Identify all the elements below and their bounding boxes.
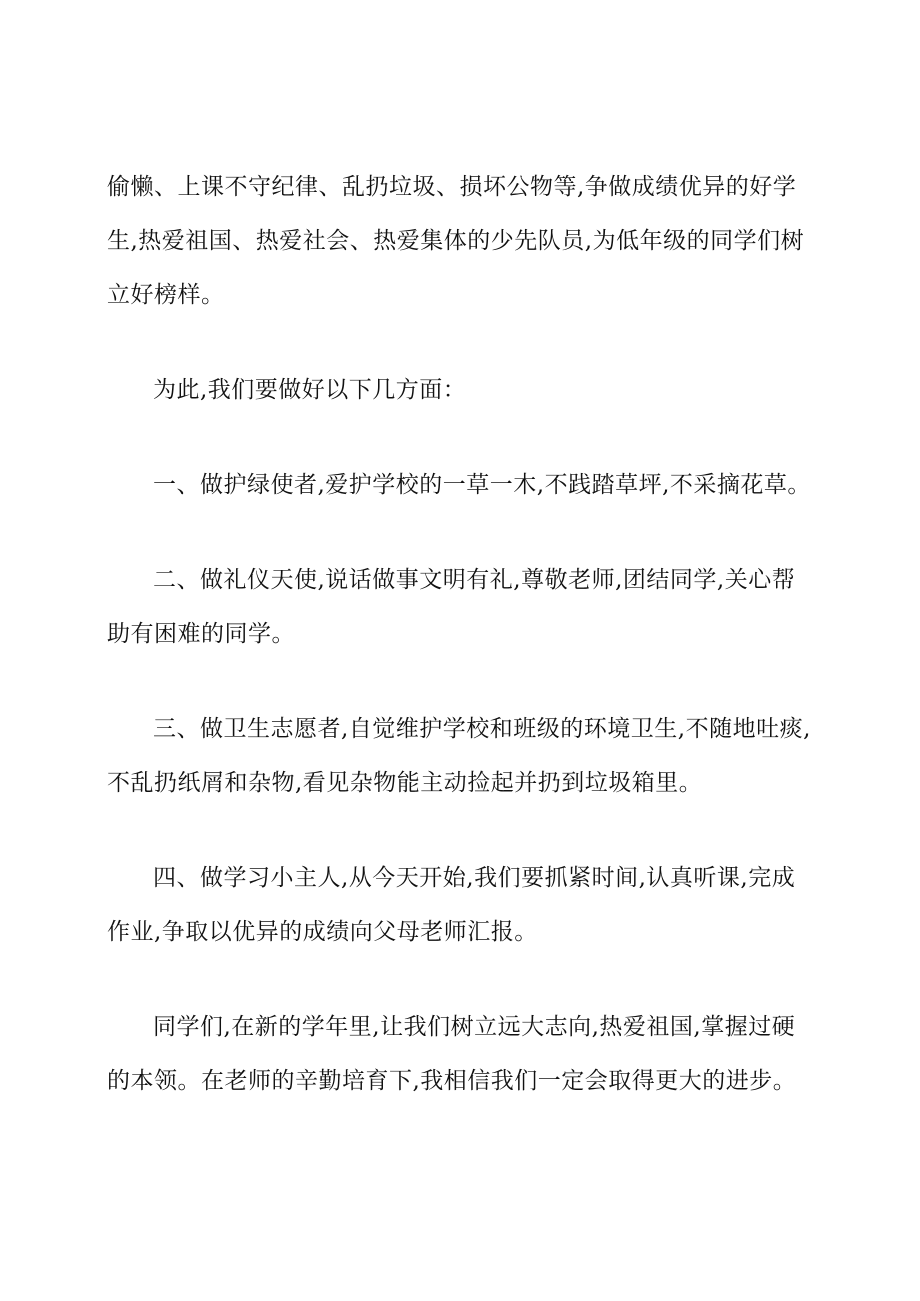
document-body <box>107 160 813 1149</box>
paragraph-item-3: 三、做卫生志愿者,自觉维护学校和班级的环境卫生,不随地吐痰,不乱扔纸屑和杂物,看见杂物能主动捡起并扔到垃圾箱里。 <box>107 716 811 796</box>
paragraph-closing: 同学们,在新的学年里,让我们树立远大志向,热爱祖国,掌握过硬的本领。在老师的辛勤培育下,我相信我们一定会取得更大的进步。 <box>107 1014 797 1094</box>
paragraph-continuation: 偷懒、上课不守纪律、乱扔垃圾、损坏公物等,争做成绩优异的好学生,热爱祖国、热爱社会、热爱集体的少先队员,为低年级的同学们树立好榜样。 <box>107 174 805 308</box>
paragraph-item-1: 一、做护绿使者,爱护学校的一草一木,不践踏草坪,不采摘花草。 <box>153 472 811 498</box>
paragraph-item-4: 四、做学习小主人,从今天开始,我们要抓紧时间,认真听课,完成作业,争取以优异的成绩向父母老师汇报。 <box>107 865 796 945</box>
paragraph-item-2: 二、做礼仪天使,说话做事文明有礼,尊敬老师,团结同学,关心帮助有困难的同学。 <box>107 567 796 647</box>
paragraph-intro: 为此,我们要做好以下几方面： <box>153 377 467 403</box>
